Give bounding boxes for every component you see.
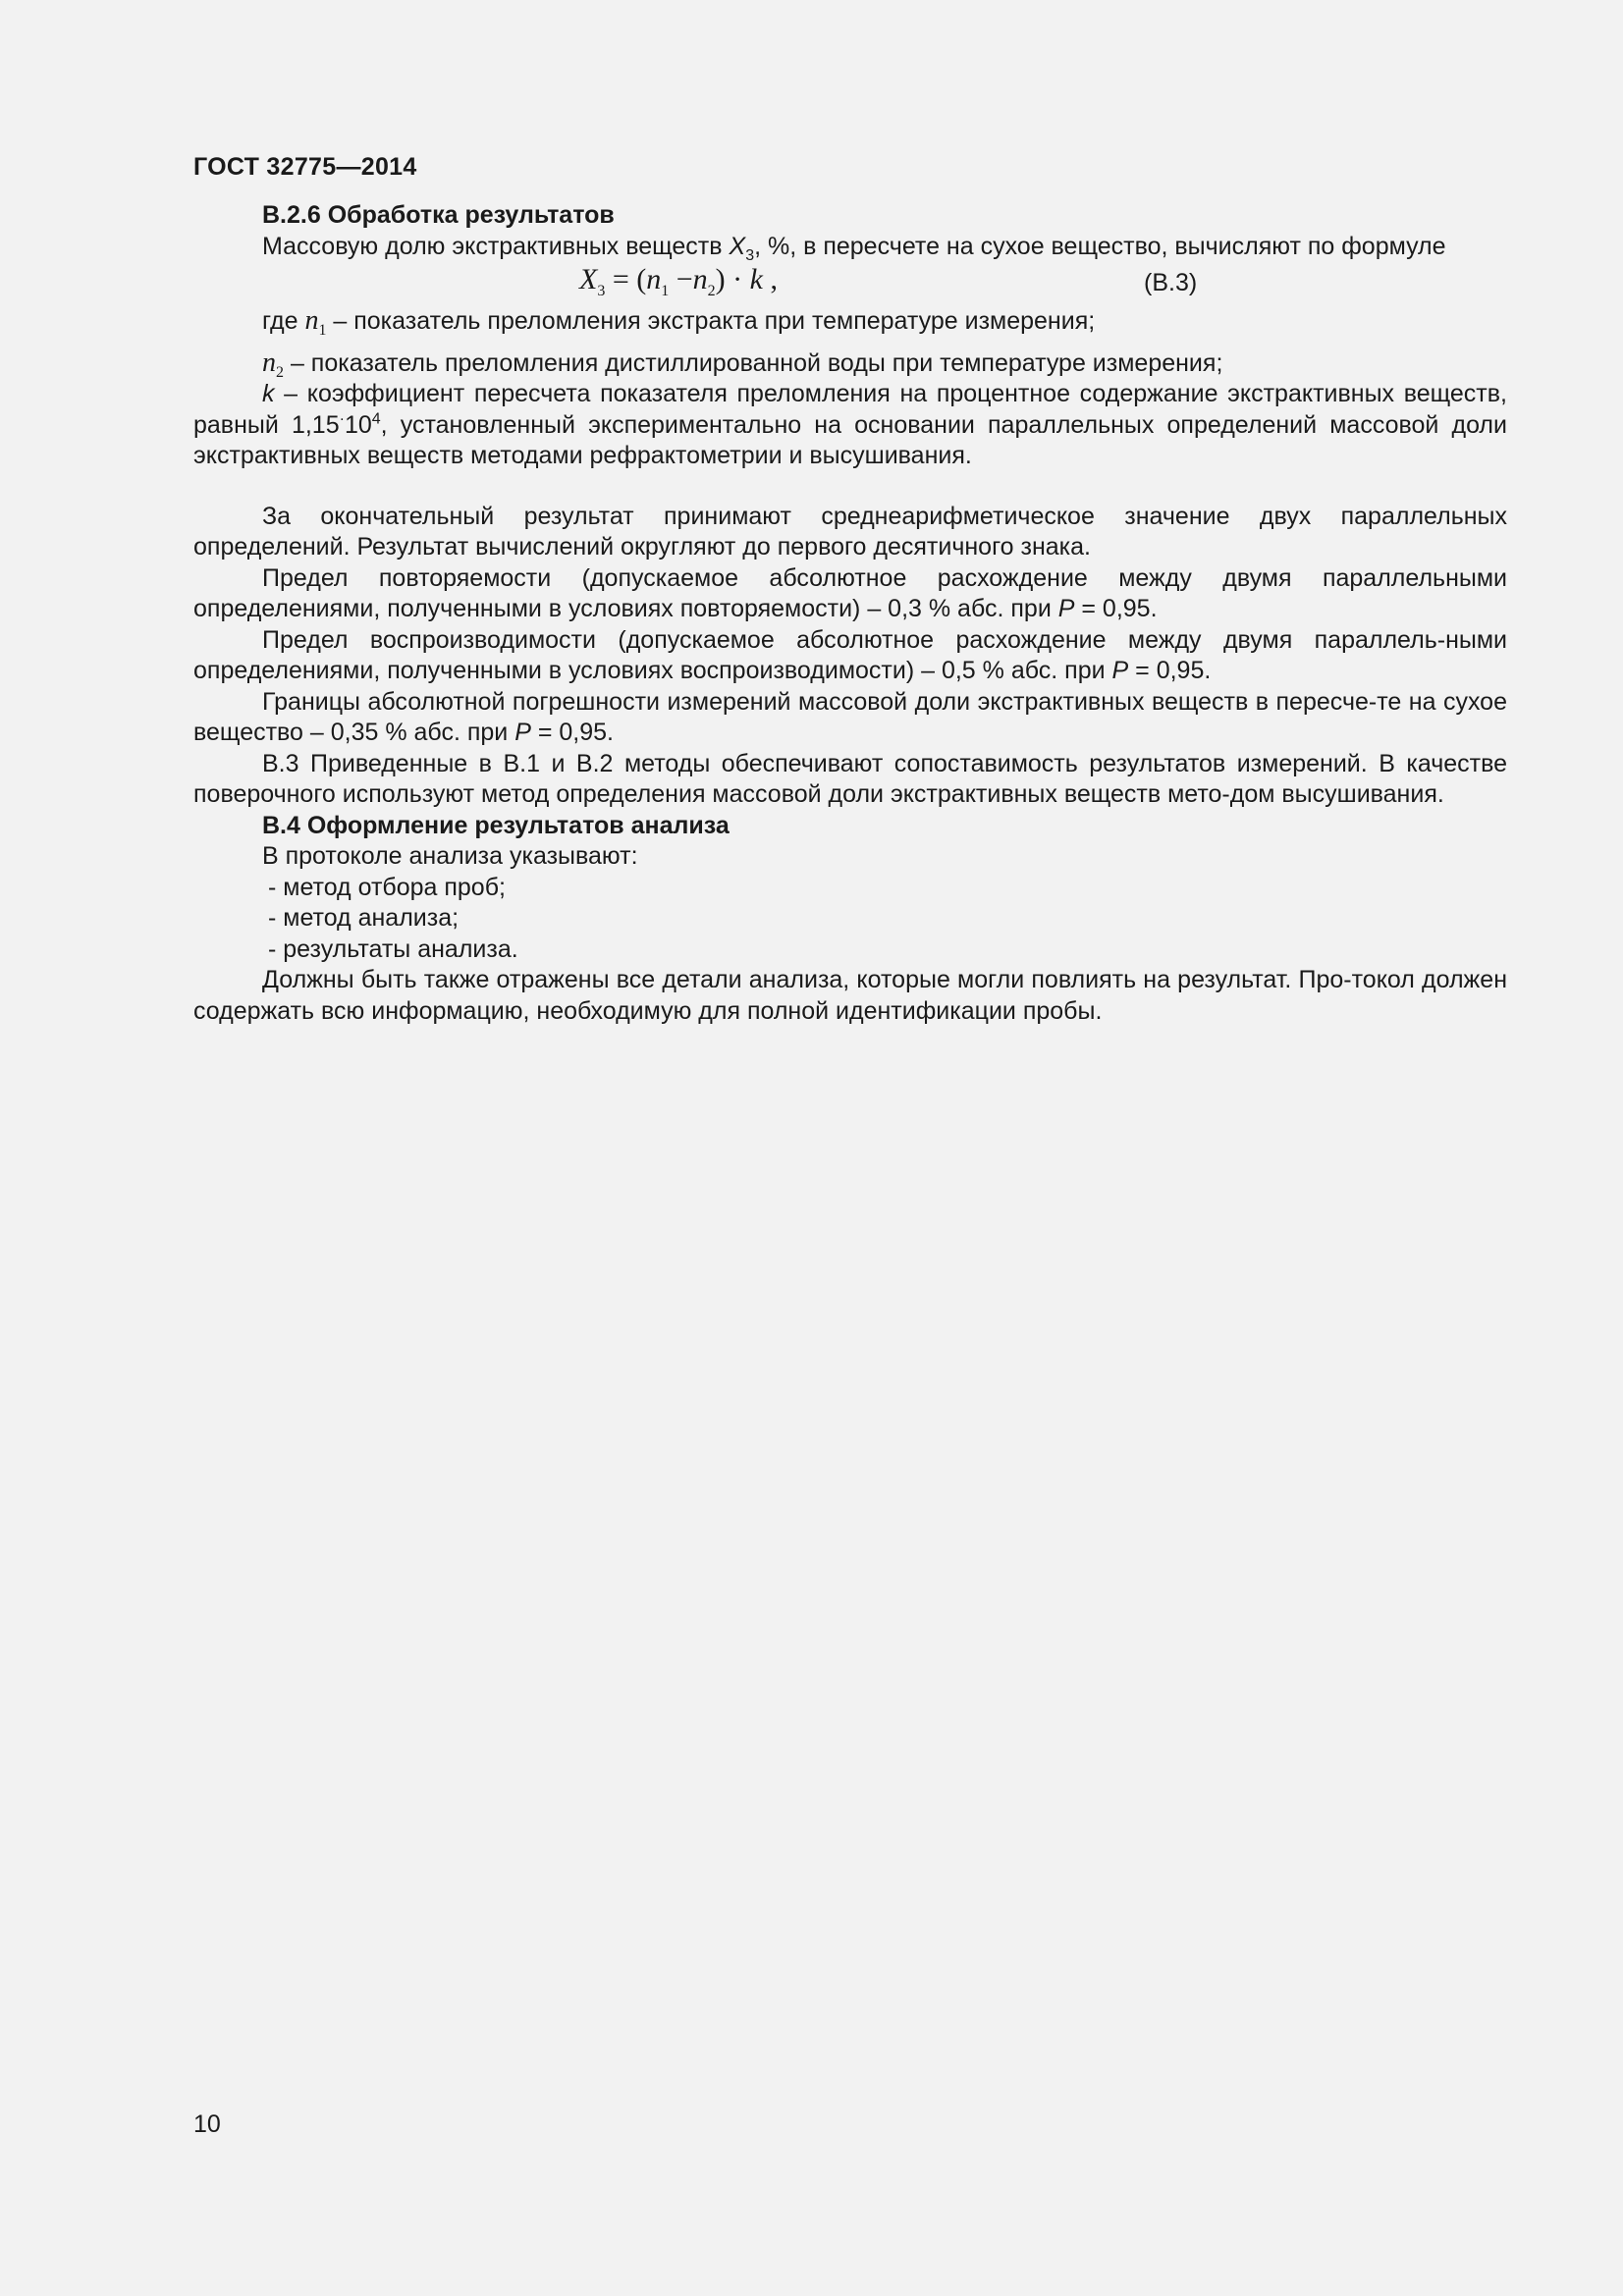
formula-equals: = ( [605,263,647,295]
formula-row [193,262,1507,305]
formula-n2: n [692,263,708,295]
spacer [193,472,1507,502]
definition-n2 [193,347,1507,380]
formula-minus: − [669,263,693,295]
repeatability-text: Предел повторяемости (допускаемое абсолютное расхождение между двумя параллельными определениями, полученными в условиях повторяемости) – 0,3 % абс. при [193,563,1507,622]
list-item: - результаты анализа. [268,934,518,963]
section-heading-b4: В.4 Оформление результатов анализа [262,811,730,839]
formula-close: ) · [715,263,750,295]
definition-n1 [193,305,1507,338]
repeatability-p: P [1057,595,1075,622]
n1-sub: 1 [318,322,327,339]
n2-symbol: n [262,347,276,378]
section-b3-paragraph: В.3 Приведенные в В.1 и В.2 методы обеспечивают сопоставимость результатов измерений. В качестве поверочного используют метод определения массовой доли экстрактивных веществ мето-дом высушивания. [193,749,1507,808]
intro-text-a: Массовую долю экстрактивных веществ [262,232,730,260]
k-symbol: k [262,380,275,407]
formula-n2-sub: 2 [707,283,716,299]
n2-text: – показатель преломления дистиллированной воды при температуре измерения; [284,348,1223,377]
b4-intro: В протоколе анализа указывают: [262,842,638,870]
repeatability-value: = 0,95. [1074,595,1158,622]
formula-n1: n [646,263,662,295]
k-text-b: , установленный экспериментально на основании параллельных определений массовой доли экстрактивных веществ методами рефрактометрии и высушивания. [193,410,1507,469]
n2-sub: 2 [276,363,284,381]
b4-closing-paragraph: Должны быть также отражены все детали анализа, которые могли повлиять на результат. Про-токол должен содержать всю информацию, необходимую для полной идентификации пробы. [193,966,1507,1025]
k-text-a: – коэффициент пересчета показателя преломления на процентное содержание экстрактивных веществ, равный 1,15 [193,380,1507,439]
final-result-paragraph: За окончательный результат принимают среднеарифметическое значение двух параллельных определений. Результат вычислений округляют до первого десятичного знака. [193,502,1507,561]
formula-b3 [579,263,778,299]
intro-paragraph [193,232,1507,263]
formula-n1-sub: 1 [661,283,670,299]
reproducibility-text: Предел воспроизводимости (допускаемое абсолютное расхождение между двумя параллель-ными определениями, полученными в условиях воспроизводимости) – 0,5 % абс. при [193,625,1507,684]
bounds-value: = 0,95. [530,719,615,746]
repeatability-paragraph [193,563,1507,625]
n1-symbol: n [304,305,319,336]
page-number: 10 [193,2110,221,2138]
intro-text-b: , %, в пересчете на сухое вещество, вычисляют по формуле [754,232,1446,260]
formula-lhs-sub: 3 [597,283,606,299]
formula-number: (В.3) [1144,269,1198,296]
error-bounds-paragraph [193,687,1507,749]
intro-variable: X [729,232,746,260]
k-base: 10 [344,410,372,439]
reproducibility-paragraph [193,625,1507,687]
list-item: - метод отбора проб; [268,873,506,901]
reproducibility-p: P [1111,657,1129,684]
bounds-text: Границы абсолютной погрешности измерений массовой доли экстрактивных веществ в пересче-те на сухое вещество – 0,35 % абс. при [193,687,1507,746]
reproducibility-value: = 0,95. [1128,657,1212,684]
definition-k [193,379,1507,472]
n1-text: – показатель преломления экстракта при температуре измерения; [326,307,1096,335]
document-body [193,200,1507,1027]
k-dot: · [339,410,345,428]
formula-k: k [749,263,763,295]
bounds-p: P [514,719,531,746]
formula-lhs: X [579,263,598,295]
k-exponent: 4 [371,410,381,428]
formula-tail: , [762,263,778,295]
section-heading-b26: В.2.6 Обработка результатов [262,201,615,229]
list-item: - метод анализа; [268,904,460,932]
document-header: ГОСТ 32775—2014 [193,153,417,181]
where-label: где [262,307,305,335]
intro-variable-sub: 3 [745,246,755,264]
